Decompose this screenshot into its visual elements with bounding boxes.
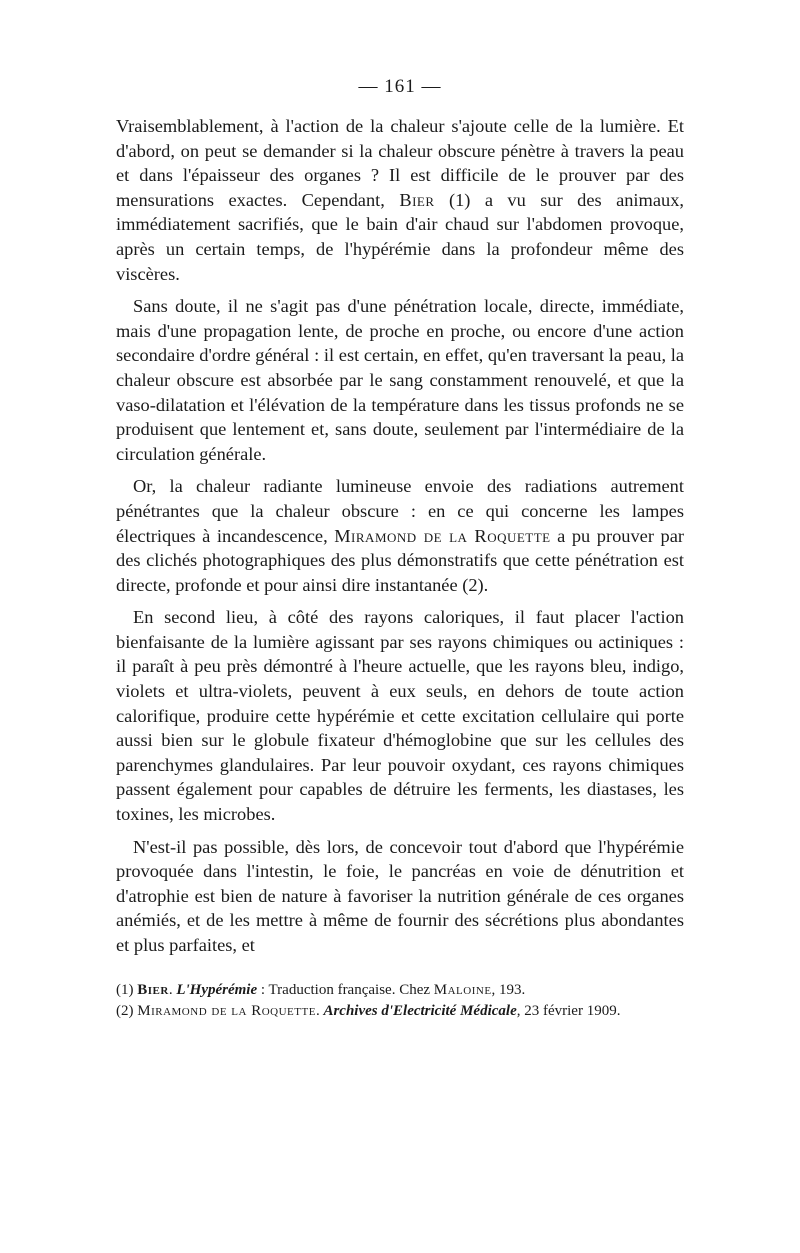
- page-number: — 161 —: [358, 76, 442, 97]
- author-name-miramond: Miramond de la Roquette: [334, 525, 551, 546]
- footnote-2-author: Miramond de la Roquette: [137, 1002, 316, 1019]
- author-name-bier: Bier: [399, 189, 435, 210]
- paragraph-3: [116, 474, 684, 597]
- paragraph-1: [116, 114, 684, 286]
- footnote-1-rest: : Traduction française. Chez: [257, 981, 434, 998]
- footnote-1-author: Bier: [137, 981, 169, 998]
- footnote-2-title: Archives d'Electricité Médicale: [323, 1002, 517, 1019]
- paragraph-1-text-b: (1) a vu sur des animaux, immédiatement sacrifiés, que le bain d'air chaud sur l'abdomen provoque, après un certain temps, de l'hypérémie dans la profondeur même des viscères.: [116, 189, 684, 284]
- paragraph-4: En second lieu, à côté des rayons caloriques, il faut placer l'action bienfaisante de la lumière agissant par ses rayons chimiques ou actiniques : il paraît à peu près démontré à l'heure actuelle, que les rayons bleu, indigo, violets et ultra-violets, peuvent à eux seuls, en dehors de toute action calorifique, produire cette hypérémie et cette excitation cellulaire qui porte aussi bien sur le globule fixateur d'hémoglobine que sur les cellules des parenchymes glandulaires. Par leur pouvoir oxydant, ces rayons chimiques passent également pour capables de détruire les ferments, les diastases, les toxines, les microbes.: [116, 607, 684, 825]
- footnote-1-number: (1): [116, 981, 138, 998]
- footnote-2-separator: .: [315, 1002, 324, 1019]
- footnote-1-end: , 193.: [491, 981, 526, 998]
- footnote-1-publisher: Maloine: [433, 981, 492, 998]
- paragraph-3-text-a: Or, la chaleur radiante lumineuse envoie des radiations autrement pénétrantes que la chaleur obscure : en ce qui concerne les lampes électriques à incandescence,: [116, 476, 684, 546]
- footnotes: [116, 980, 684, 1022]
- paragraph-5: N'est-il pas possible, dès lors, de concevoir tout d'abord que l'hypérémie provoquée dans l'intestin, le foie, le pancréas en voie de dénutrition et d'atrophie est bien de nature à favoriser la nutrition générale de ces organes anémiés, et de les mettre à même de fournir des sécrétions plus abondantes et plus parfaites, et: [116, 836, 684, 955]
- book-page: [116, 76, 684, 1022]
- footnote-2-end: , 23 février 1909.: [516, 1002, 621, 1019]
- footnote-2-number: (2): [116, 1002, 138, 1019]
- paragraph-1-text-a: Vraisemblablement, à l'action de la chaleur s'ajoute celle de la lumière. Et d'abord, on peut se demander si la chaleur obscure pénètre à travers la peau et dans l'épaisseur des organes ? Il est difficile de le prouver par des mensurations exactes. Cependant,: [116, 116, 684, 210]
- footnote-1: [116, 980, 684, 1001]
- footnote-1-title: L'Hypérémie: [176, 981, 258, 998]
- paragraph-3-text-b: a pu prouver par des clichés photographiques des plus démonstratifs que cette pénétration est directe, profonde et pour ainsi dire instantanée (2).: [116, 525, 684, 595]
- footnote-1-separator: .: [168, 981, 177, 998]
- body-text: [116, 114, 684, 958]
- paragraph-2: Sans doute, il ne s'agit pas d'une pénétration locale, directe, immédiate, mais d'une propagation lente, de proche en proche, ou encore d'une action secondaire d'ordre général : il est certain, en effet, qu'en traversant la peau, la chaleur obscure est absorbée par le sang constamment renouvelé, et que la vaso-dilatation et l'élévation de la température dans les tissus profonds ne se produisent que lentement et, sans doute, seulement par l'intermédiaire de la circulation générale.: [116, 296, 684, 464]
- footnote-2: [116, 1001, 684, 1022]
